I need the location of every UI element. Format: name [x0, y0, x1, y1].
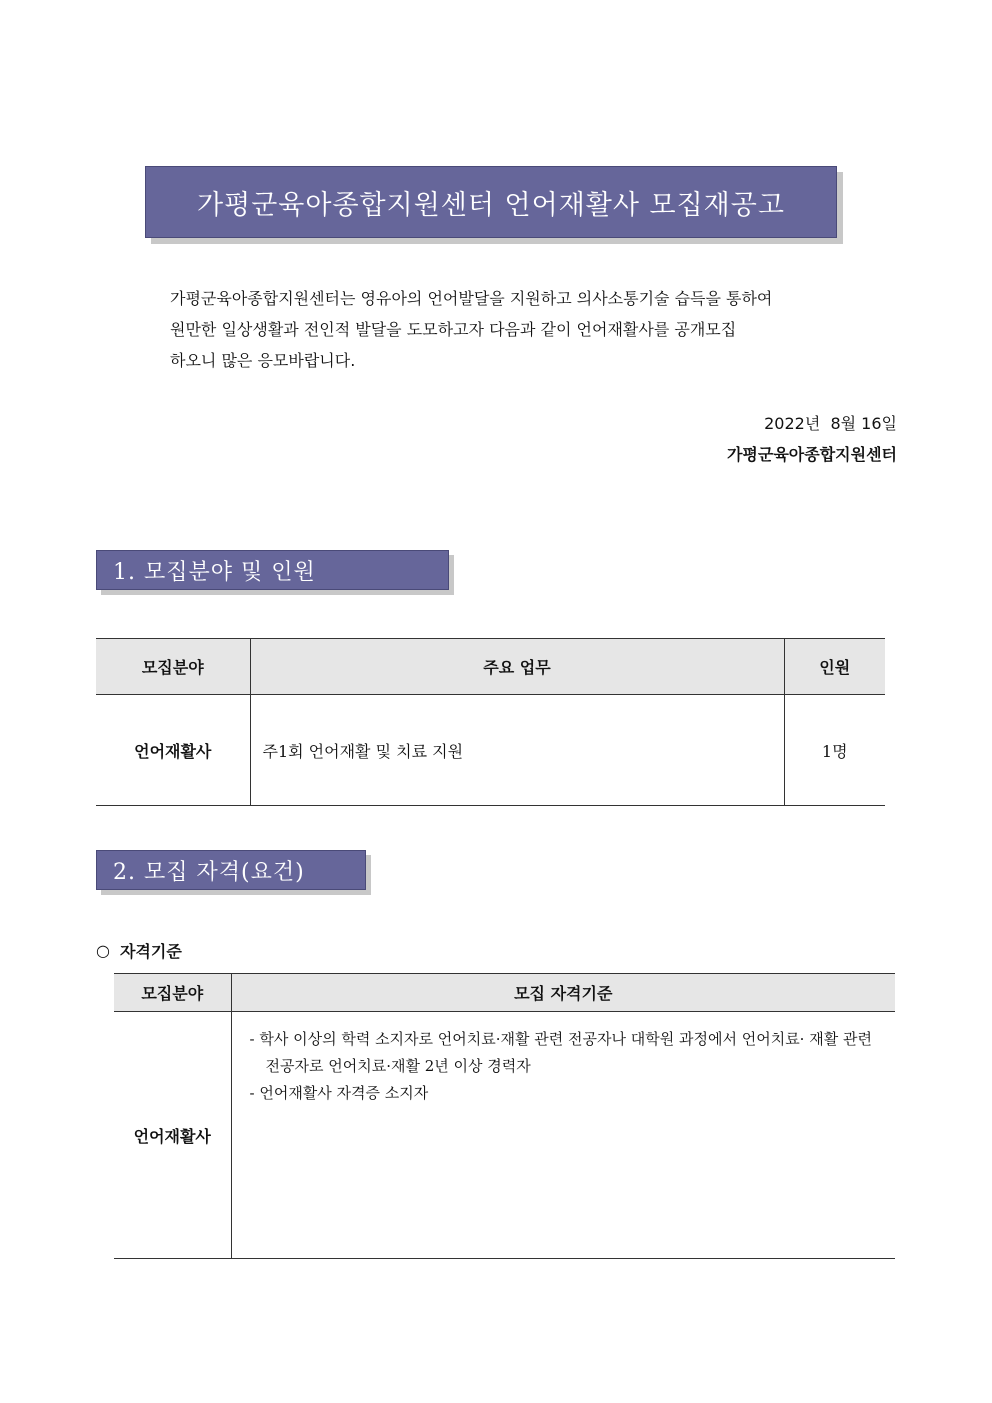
qualification-table [114, 973, 895, 1259]
table-row [96, 695, 885, 806]
intro-line: 원만한 일상생활과 전인적 발달을 도모하고자 다음과 같이 언어재활사를 공개모집 [170, 320, 737, 339]
subheading-text: 자격기준 [119, 942, 182, 961]
header-field: 모집분야 [114, 974, 231, 1012]
cell-field: 언어재활사 [114, 1012, 231, 1259]
section1-heading: 1. 모집분야 및 인원 [96, 550, 449, 590]
cell-duty: 주1회 언어재활 및 치료 지원 [250, 695, 784, 806]
section2-heading: 2. 모집 자격(요건) [96, 850, 366, 890]
table-header-row [96, 639, 885, 695]
cell-field: 언어재활사 [96, 695, 250, 806]
table-row [114, 1012, 895, 1259]
header-duty: 주요 업무 [250, 639, 784, 695]
header-count: 인원 [784, 639, 885, 695]
recruitment-table [96, 638, 885, 806]
header-field: 모집분야 [96, 639, 250, 695]
criteria-item: - 언어재활사 자격증 소지자 [249, 1084, 429, 1102]
intro-paragraph [170, 283, 850, 376]
page-title: 가평군육아종합지원센터 언어재활사 모집재공고 [145, 166, 837, 238]
circle-bullet: ○ [96, 941, 110, 960]
header-criteria: 모집 자격기준 [231, 974, 895, 1012]
qualification-subheading [96, 939, 182, 962]
cell-criteria [231, 1012, 895, 1259]
criteria-item: - 학사 이상의 학력 소지자로 언어치료·재활 관련 전공자나 대학원 과정에서 언어치료· 재활 관련 전공자로 언어치료·재활 2년 이상 경력자 [249, 1030, 872, 1075]
organization-name: 가평군육아종합지원센터 [726, 445, 897, 464]
intro-line: 하오니 많은 응모바랍니다. [170, 351, 356, 370]
table-header-row [114, 974, 895, 1012]
announcement-date: 2022년 8월 16일 [764, 414, 897, 433]
intro-line: 가평군육아종합지원센터는 영유아의 언어발달을 지원하고 의사소통기술 습득을 통하여 [170, 289, 773, 308]
cell-count: 1명 [784, 695, 885, 806]
